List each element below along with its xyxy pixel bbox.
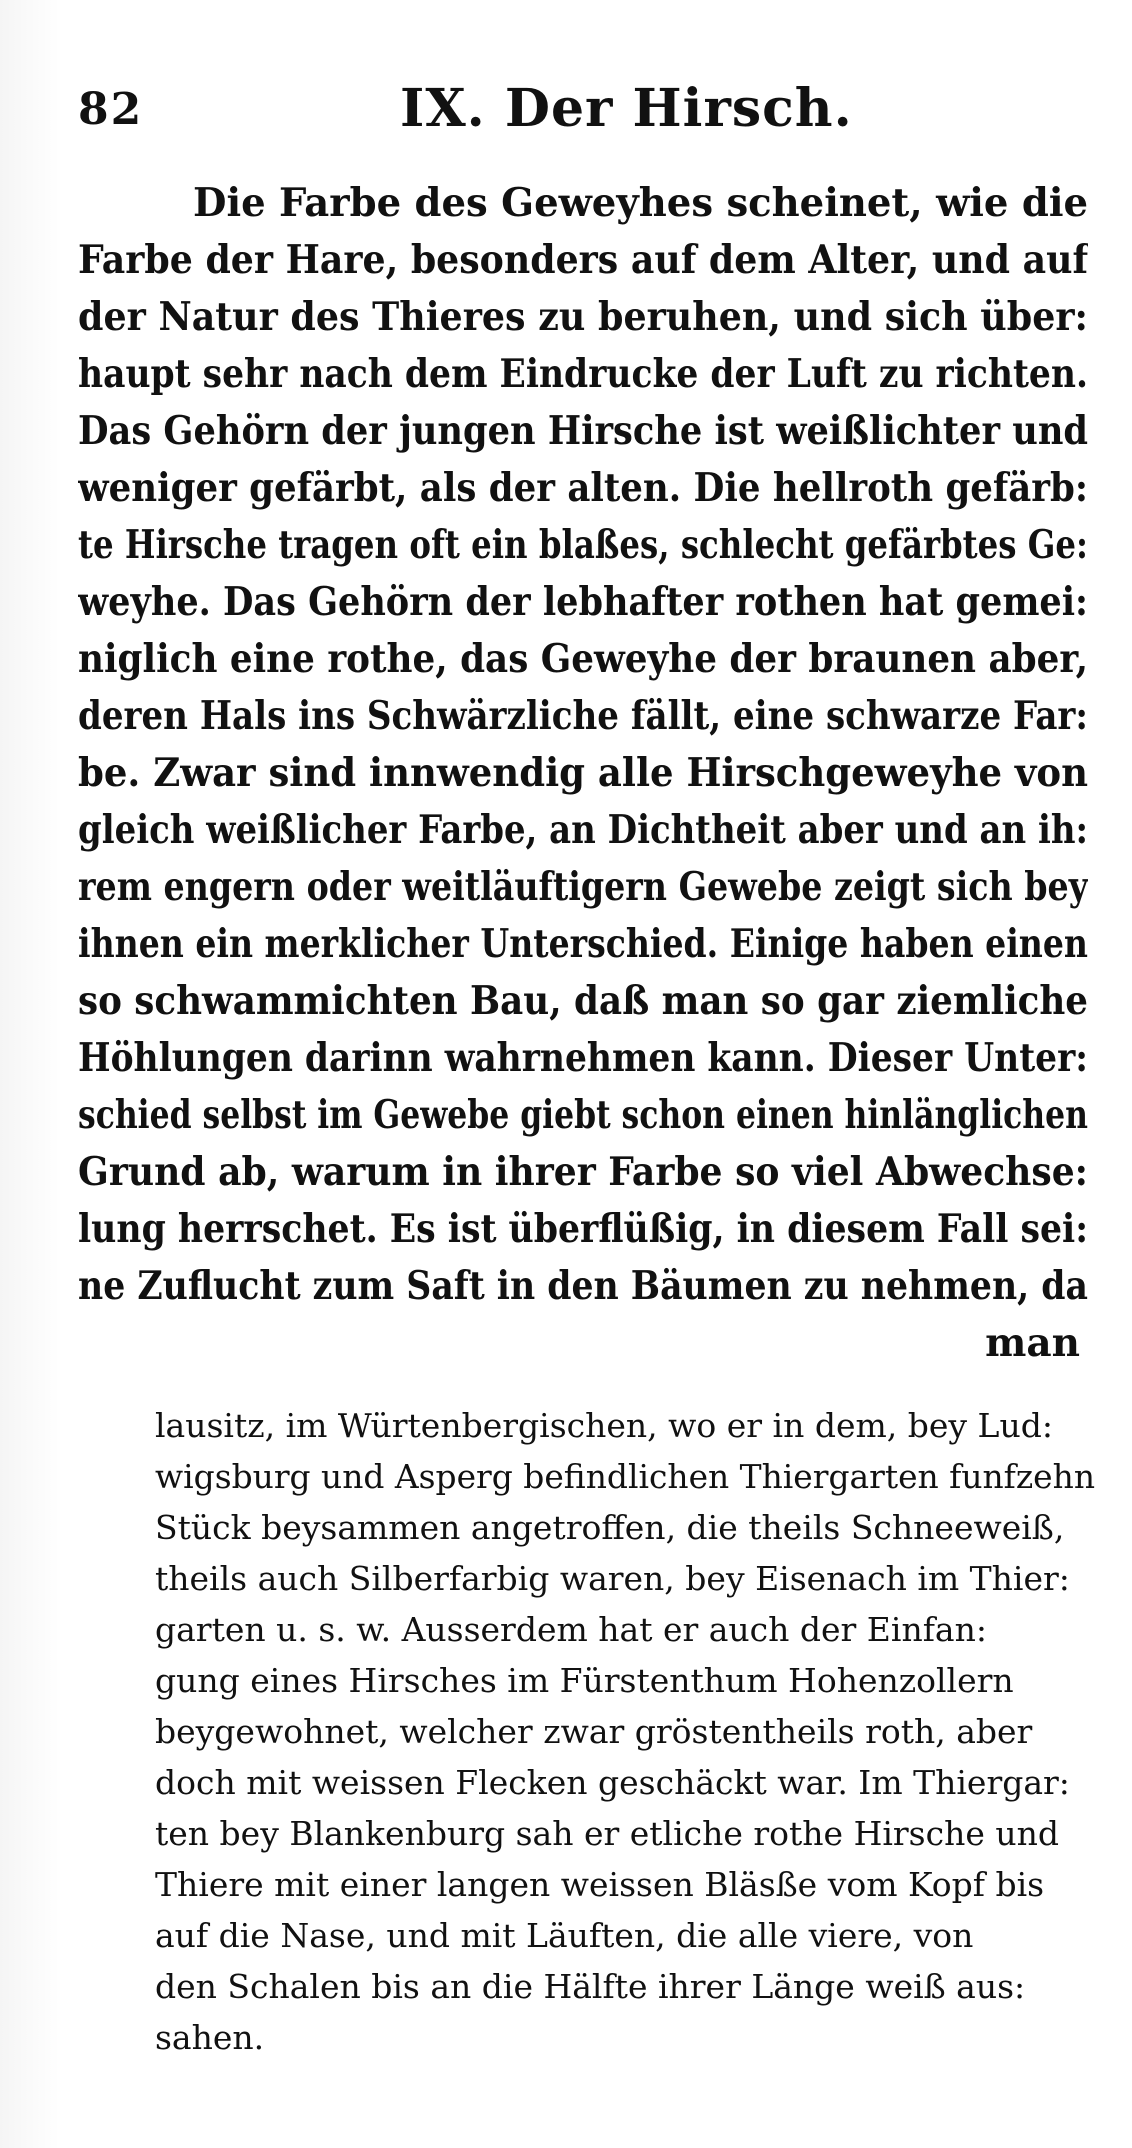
main-text-line: ne Zuflucht zum Saft in den Bäumen zu nehmen, da <box>78 1263 1088 1309</box>
footnote-line: ten bey Blankenburg sah er etliche rothe Hirsche und <box>155 1814 1060 1853</box>
footnote-line: gung eines Hirsches im Fürstenthum Hohenzollern <box>155 1661 1014 1700</box>
footnote-line: garten u. s. w. Ausserdem hat er auch der Einfan: <box>155 1610 987 1649</box>
paper-shade <box>0 0 60 2148</box>
main-text-line: Die Farbe des Geweyhes scheinet, wie die <box>193 180 1088 226</box>
footnote-line: wigsburg und Asperg befindlichen Thiergarten funfzehn <box>155 1457 1095 1496</box>
main-text-line: Grund ab, warum in ihrer Farbe so viel Abwechse: <box>78 1149 1088 1195</box>
catchword: man <box>985 1320 1080 1366</box>
main-text-line: weyhe. Das Gehörn der lebhafter rothen hat gemei: <box>78 579 1088 625</box>
main-text-line: der Natur des Thieres zu beruhen, und sich über: <box>78 294 1088 340</box>
page-header <box>70 78 1090 158</box>
page-number: 82 <box>78 84 144 135</box>
footnote-line: sahen. <box>155 2018 265 2057</box>
main-text-line: gleich weißlicher Farbe, an Dichtheit aber und an ih: <box>78 807 1088 853</box>
main-text-line: niglich eine rothe, das Geweyhe der braunen aber, <box>78 636 1088 682</box>
main-text-line: deren Hals ins Schwärzliche fällt, eine schwarze Far: <box>78 693 1088 739</box>
main-text-line: so schwammichten Bau, daß man so gar ziemliche <box>78 978 1088 1024</box>
main-text-line: Das Gehörn der jungen Hirsche ist weißlichter und <box>78 408 1088 454</box>
footnote-line: doch mit weissen Flecken geschäckt war. Im Thiergar: <box>155 1763 1070 1802</box>
footnote-line: auf die Nase, und mit Läuften, die alle viere, von <box>155 1916 974 1955</box>
footnote-line: Stück beysammen angetroffen, die theils Schneeweiß, <box>155 1508 1065 1547</box>
main-text-line: Farbe der Hare, besonders auf dem Alter, und auf <box>78 237 1088 283</box>
footnote-line: den Schalen bis an die Hälfte ihrer Länge weiß aus: <box>155 1967 1026 2006</box>
main-text-line: be. Zwar sind innwendig alle Hirschgeweyhe von <box>78 750 1088 796</box>
main-text-line: ihnen ein merklicher Unterschied. Einige haben einen <box>78 921 1088 967</box>
running-head-title: IX. Der Hirsch. <box>400 78 853 139</box>
footnote-line: Thiere mit einer langen weissen Bläsße vom Kopf bis <box>155 1865 1045 1904</box>
main-text-line: weniger gefärbt, als der alten. Die hellroth gefärb: <box>78 465 1088 511</box>
footnote-line: beygewohnet, welcher zwar gröstentheils roth, aber <box>155 1712 1033 1751</box>
main-text-line: lung herrschet. Es ist überflüßig, in diesem Fall sei: <box>78 1206 1088 1252</box>
main-text-line: rem engern oder weitläuftigern Gewebe zeigt sich bey <box>78 864 1088 910</box>
footnote-line: lausitz, im Würtenbergischen, wo er in dem, bey Lud: <box>155 1406 1053 1445</box>
footnote-line: theils auch Silberfarbig waren, bey Eisenach im Thier: <box>155 1559 1070 1598</box>
main-text-line: schied selbst im Gewebe giebt schon einen hinlänglichen <box>78 1092 1088 1138</box>
footnote-block <box>155 1400 1095 2063</box>
main-text-line: Höhlungen darinn wahrnehmen kann. Dieser Unter: <box>78 1035 1088 1081</box>
main-text-line: te Hirsche tragen oft ein blaßes, schlecht gefärbtes Ge: <box>78 522 1088 568</box>
main-text-line: haupt sehr nach dem Eindrucke der Luft zu richten. <box>78 351 1088 397</box>
main-text-block <box>78 175 1088 1372</box>
